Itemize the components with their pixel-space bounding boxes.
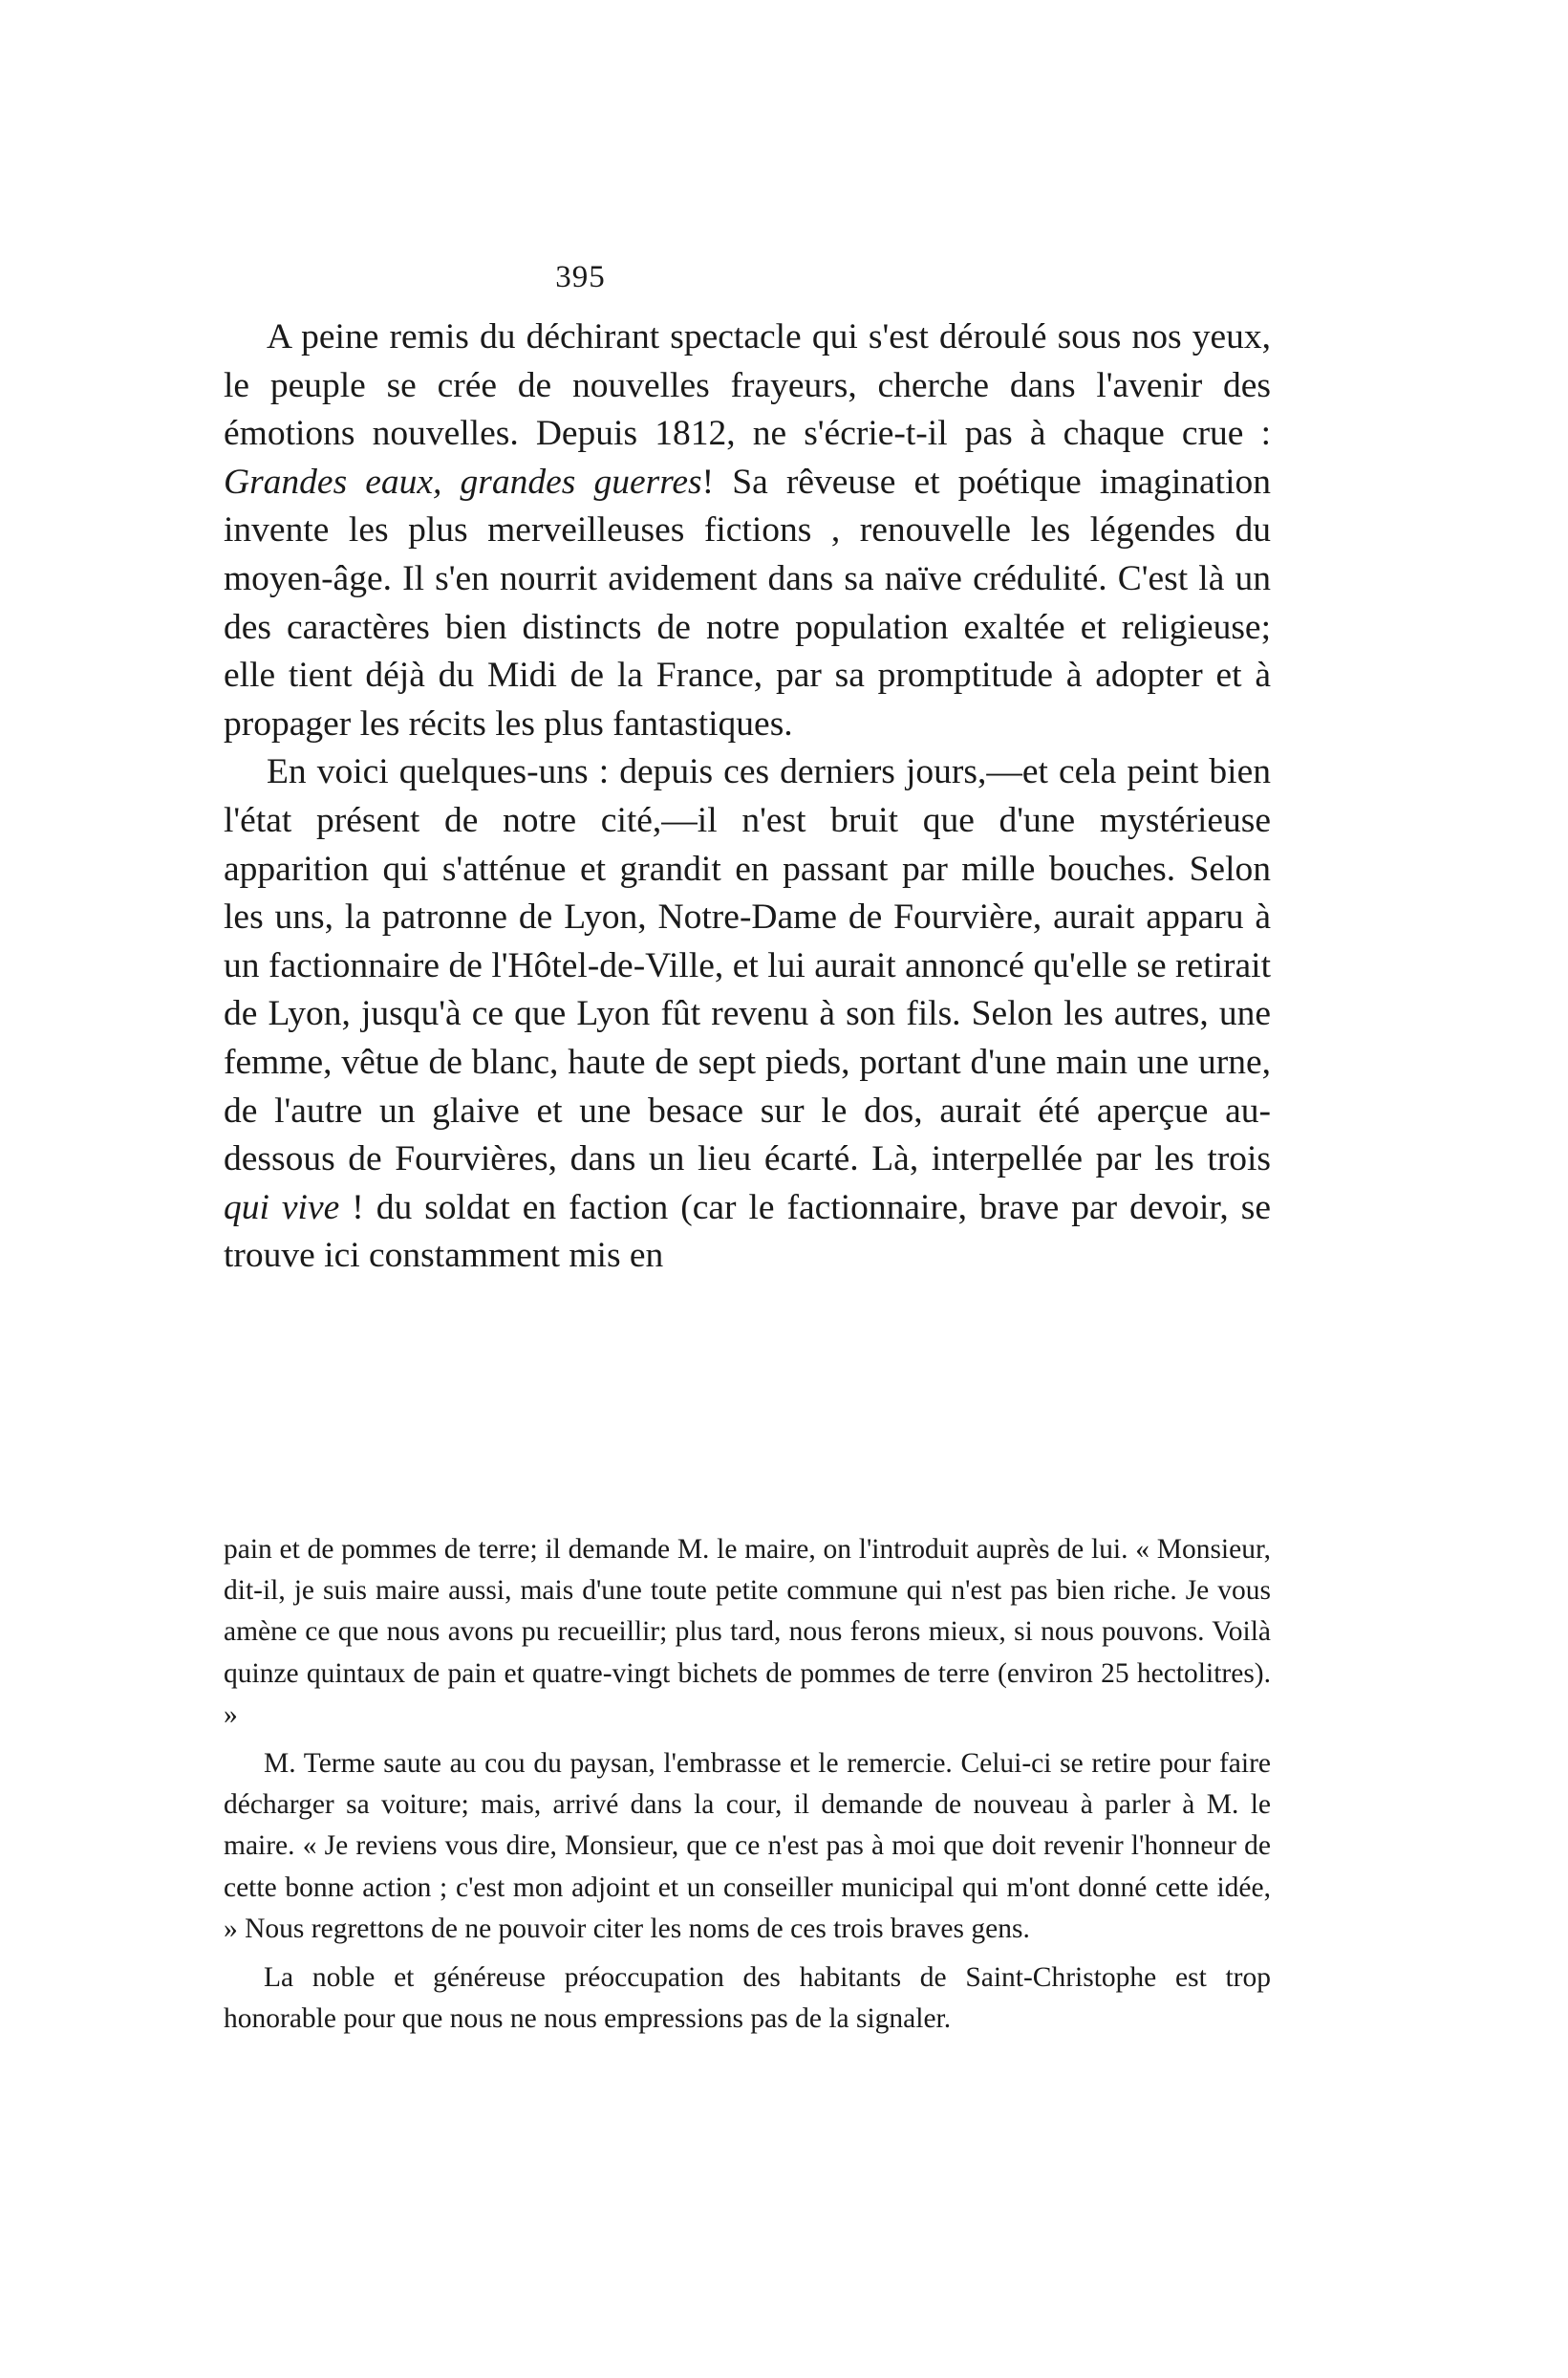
main-paragraph-2-italic: qui vive xyxy=(224,1187,340,1227)
main-paragraph-2-part-2: ! du soldat en faction (car le factionnaire, brave par devoir, se trouve ici constamment mis en xyxy=(224,1187,1271,1276)
main-paragraph-1-part-2: ! Sa rêveuse et poétique imagination invente les plus merveilleuses fictions , renouvelle les légendes du moyen-âge. Il s'en nourrit avidement dans sa naïve crédulité. C'est là un des caractères bien distincts de notre population exaltée et religieuse; elle tient déjà du Midi de la France, par sa promptitude à adopter et à propager les récits les plus fantastiques. xyxy=(224,462,1271,744)
footnote-paragraph-2: M. Terme saute au cou du paysan, l'embrasse et le remercie. Celui-ci se retire pour faire décharger sa voiture; mais, arrivé dans la cour, il demande de nouveau à parler à M. le maire. « Je reviens vous dire, Monsieur, que ce n'est pas à moi que doit revenir l'honneur de cette bonne action ; c'est mon adjoint et un conseiller municipal qui m'ont donné cette idée, » Nous regrettons de ne pouvoir citer les noms de ces trois braves gens. xyxy=(224,1748,1271,1944)
page-number: 395 xyxy=(555,260,606,294)
main-paragraph-1 xyxy=(224,313,1271,748)
main-paragraph-2-part-1: En voici quelques-uns : depuis ces derniers jours,—et cela peint bien l'état présent de notre cité,—il n'est bruit que d'une mystérieuse apparition qui s'atténue et grandit en passant par mille bouches. Selon les uns, la patronne de Lyon, Notre-Dame de Fourvière, aurait apparu à un factionnaire de l'Hôtel-de-Ville, et lui aurait annoncé qu'elle se retirait de Lyon, jusqu'à ce que Lyon fût revenu à son fils. Selon les autres, une femme, vêtue de blanc, haute de sept pieds, portant d'une main une urne, de l'autre un glaive et une besace sur le dos, aurait été aperçue au-dessous de Fourvières, dans un lieu écarté. Là, interpellée par les trois xyxy=(224,752,1271,1179)
main-paragraph-1-part-1: A peine remis du déchirant spectacle qui s'est déroulé sous nos yeux, le peuple se crée de nouvelles frayeurs, cherche dans l'avenir des émotions nouvelles. Depuis 1812, ne s'écrie-t-il pas à chaque crue : xyxy=(224,317,1271,454)
main-paragraph-2 xyxy=(224,748,1271,1281)
main-text xyxy=(224,313,1271,1281)
main-paragraph-1-italic: Grandes eaux, grandes guerres xyxy=(224,462,702,502)
footnote-paragraph-3: La noble et généreuse préoccupation des habitants de Saint-Christophe est trop honorable pour que nous ne nous empressions pas de la signaler. xyxy=(224,1962,1271,2035)
footnote-paragraph-1: pain et de pommes de terre; il demande M. le maire, on l'introduit auprès de lui. « Monsieur, dit-il, je suis maire aussi, mais d'une toute petite commune qui n'est pas bien riche. Je vous amène ce que nous avons pu recueillir; plus tard, nous ferons mieux, si nous pouvons. Voilà quinze quintaux de pain et quatre-vingt bichets de pommes de terre (environ 25 hectolitres). » xyxy=(224,1534,1271,1730)
footnotes xyxy=(224,1529,1271,2040)
